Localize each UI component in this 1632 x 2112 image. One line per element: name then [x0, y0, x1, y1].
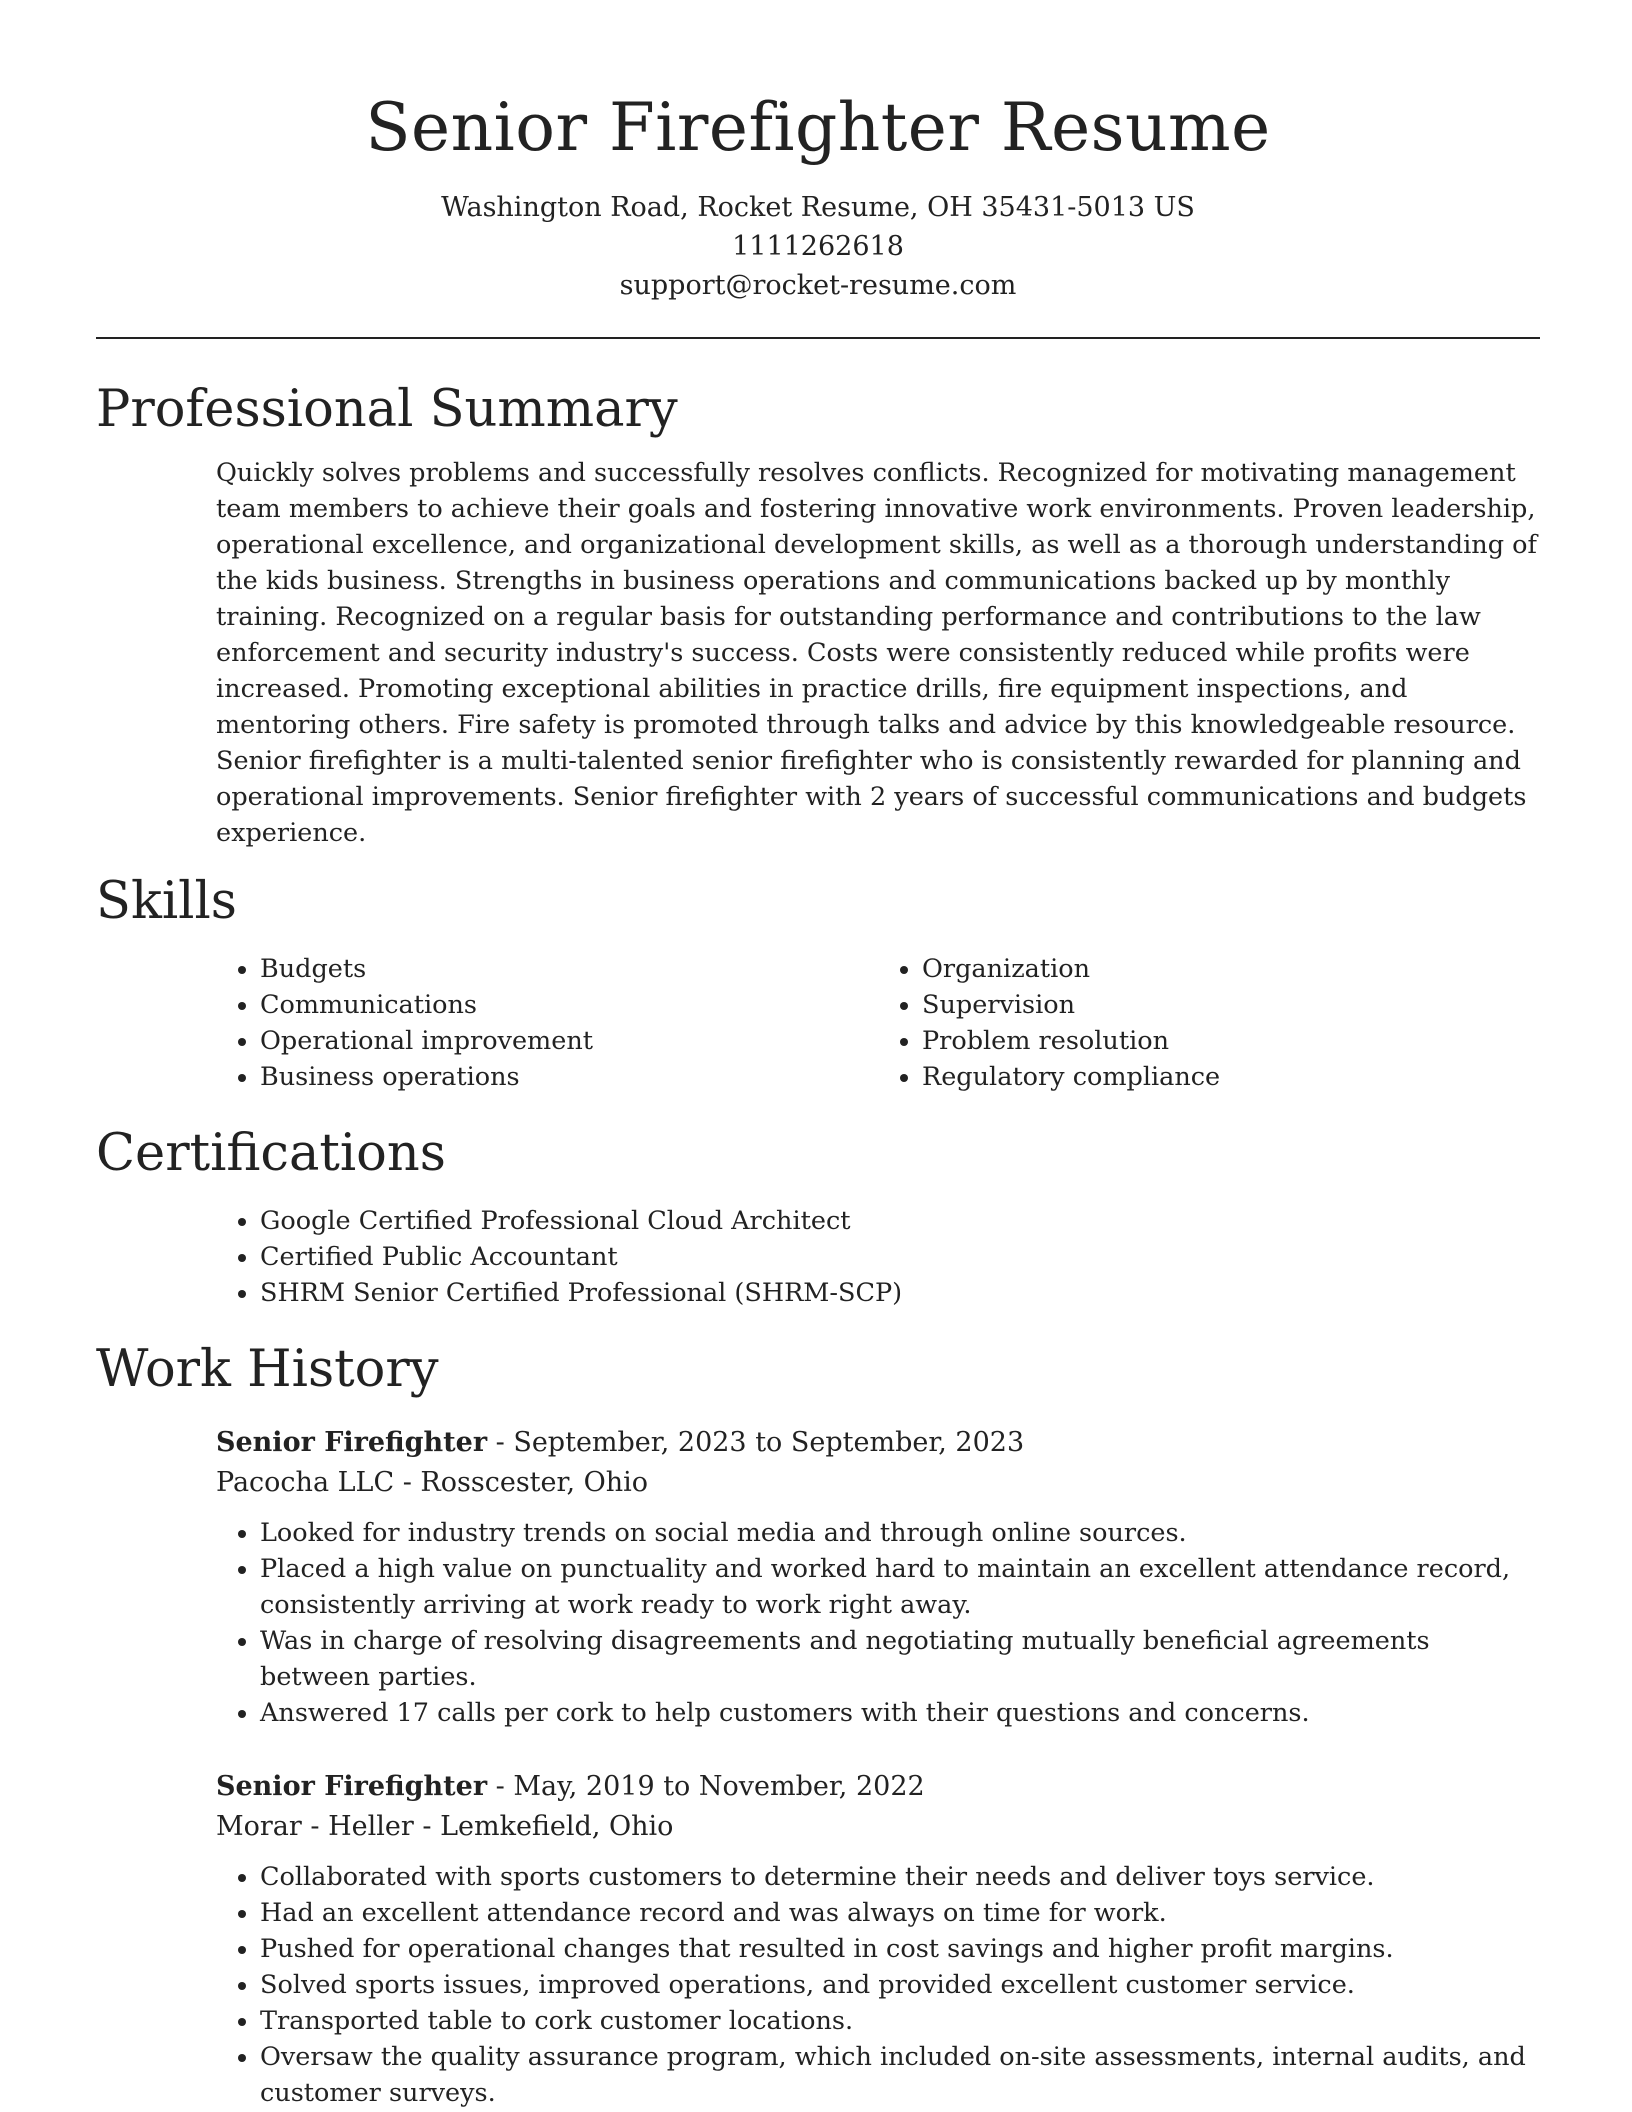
certifications-section: [96, 1123, 1540, 1311]
resume-page: [96, 0, 1540, 2111]
certification-item: • Certified Public Accountant: [260, 1239, 1540, 1275]
job-duty: • Placed a high value on punctuality and worked hard to maintain an excellent attendance record, consistently arriving at work ready to work right away.: [260, 1551, 1540, 1623]
job-duty: • Collaborated with sports customers to determine their needs and deliver toys service.: [260, 1859, 1540, 1895]
job-duty: • Pushed for operational changes that resulted in cost savings and higher profit margins.: [260, 1931, 1540, 1967]
job-duty: • Had an excellent attendance record and was always on time for work.: [260, 1895, 1540, 1931]
header-divider: [96, 337, 1540, 339]
job-company: Pacocha LLC - Rosscester, Ohio: [216, 1467, 649, 1498]
skill-item: • Communications: [260, 987, 878, 1023]
job-company: Morar - Heller - Lemkefield, Ohio: [216, 1811, 674, 1842]
work-history-section: [96, 1339, 1540, 2111]
job-dates: - September, 2023 to September, 2023: [487, 1427, 1025, 1458]
job-dates: - May, 2019 to November, 2022: [487, 1771, 925, 1802]
job-duty: • Oversaw the quality assurance program, which included on-site assessments, internal audits, and customer surveys.: [260, 2039, 1540, 2111]
certification-item: • Google Certified Professional Cloud Architect: [260, 1203, 1540, 1239]
skills-list-right: [878, 951, 1540, 1095]
skill-item: • Organization: [922, 951, 1540, 987]
job-title-line: [216, 1767, 1540, 1807]
skills-section: [96, 871, 1540, 1095]
contact-address: Washington Road, Rocket Resume, OH 35431-5013 US: [441, 192, 1195, 223]
certification-item: • SHRM Senior Certified Professional (SHRM-SCP): [260, 1275, 1540, 1311]
work-history-heading: Work History: [96, 1340, 439, 1399]
certifications-list: [216, 1203, 1540, 1311]
job-duty: • Looked for industry trends on social media and through online sources.: [260, 1515, 1540, 1551]
skill-item: • Budgets: [260, 951, 878, 987]
job-duty: • Was in charge of resolving disagreements and negotiating mutually beneficial agreements between parties.: [260, 1623, 1540, 1695]
summary-heading: Professional Summary: [96, 380, 678, 439]
skill-item: • Operational improvement: [260, 1023, 878, 1059]
certifications-heading: Certifications: [96, 1124, 446, 1183]
professional-summary-section: [96, 379, 1540, 851]
resume-title: Senior Firefighter Resume: [365, 89, 1271, 166]
skill-item: • Supervision: [922, 987, 1540, 1023]
skills-grid: [216, 951, 1540, 1095]
job-duty: • Solved sports issues, improved operations, and provided excellent customer service.: [260, 1967, 1540, 2003]
summary-text: Quickly solves problems and successfully resolves conflicts. Recognized for motivating management team members to achieve their goals and fostering innovative work environments. Proven leadership, operational excellence, and organizational development skills, as well as a thorough understanding of the kids business. Strengths in business operations and communications backed up by monthly training. Recognized on a regular basis for outstanding performance and contributions to the law enforcement and security industry's success. Costs were consistently reduced while profits were increased. Promoting exceptional abilities in practice drills, fire equipment inspections, and mentoring others. Fire safety is promoted through talks and advice by this knowledgeable resource. Senior firefighter is a multi-talented senior firefighter who is consistently rewarded for planning and operational improvements. Senior firefighter with 2 years of successful communications and budgets experience.: [216, 458, 1537, 848]
job-title: Senior Firefighter: [216, 1771, 488, 1802]
contact-email: support@rocket-resume.com: [619, 270, 1017, 301]
skill-item: • Problem resolution: [922, 1023, 1540, 1059]
job-duties-list: [216, 1515, 1540, 1731]
job-duty: • Transported table to cork customer locations.: [260, 2003, 1540, 2039]
skill-item: • Business operations: [260, 1059, 878, 1095]
skills-heading: Skills: [96, 872, 237, 931]
job-entry: [216, 1767, 1540, 2111]
contact-phone: 1111262618: [732, 231, 904, 262]
job-duty: • Answered 17 calls per cork to help customers with their questions and concerns.: [260, 1695, 1540, 1731]
job-entry: [216, 1423, 1540, 1731]
skill-item: • Regulatory compliance: [922, 1059, 1540, 1095]
job-title: Senior Firefighter: [216, 1427, 488, 1458]
skills-list-left: [216, 951, 878, 1095]
contact-block: [96, 188, 1540, 305]
job-title-line: [216, 1423, 1540, 1463]
job-duties-list: [216, 1859, 1540, 2111]
